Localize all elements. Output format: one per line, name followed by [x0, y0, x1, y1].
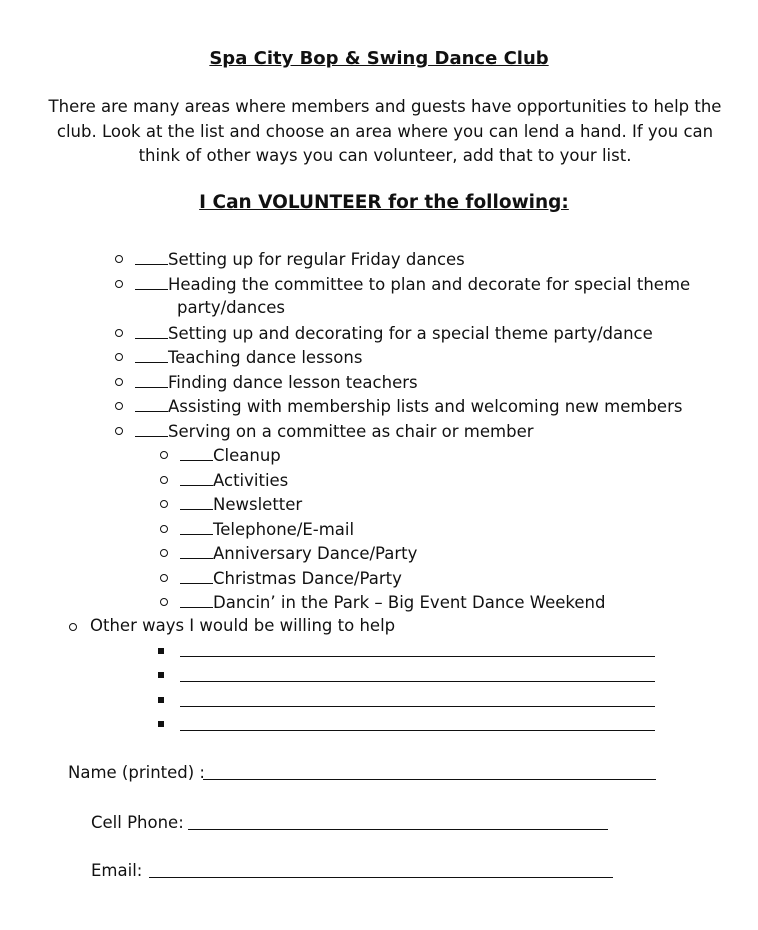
checkbox-blank[interactable]: [135, 248, 168, 265]
list-item: [135, 248, 465, 271]
list-item: [180, 518, 354, 541]
list-item: [135, 322, 653, 345]
item-label-continuation: party/dances: [177, 298, 286, 317]
item-label: Teaching dance lessons: [168, 348, 363, 367]
list-item: [135, 371, 418, 394]
circle-bullet-icon: [115, 255, 123, 263]
write-in-line[interactable]: [180, 656, 655, 657]
circle-bullet-icon: [115, 427, 123, 435]
list-item: [180, 542, 417, 565]
item-label: Serving on a committee as chair or member: [168, 422, 534, 441]
circle-bullet-icon: [160, 525, 168, 533]
committee-label: Christmas Dance/Party: [213, 569, 402, 588]
checkbox-blank[interactable]: [180, 493, 213, 510]
checkbox-blank[interactable]: [135, 395, 168, 412]
circle-bullet-icon: [115, 378, 123, 386]
committee-label: Anniversary Dance/Party: [213, 544, 418, 563]
document-title: Spa City Bop & Swing Dance Club: [209, 48, 549, 69]
intro-line: club. Look at the list and choose an area where you can lend a hand. If you can: [56, 121, 714, 141]
list-item: [135, 273, 690, 296]
checkbox-blank[interactable]: [135, 371, 168, 388]
item-label: Setting up for regular Friday dances: [168, 250, 465, 269]
item-label: Assisting with membership lists and welcoming new members: [168, 397, 683, 416]
intro-line: There are many areas where members and guests have opportunities to help the: [48, 97, 722, 116]
circle-bullet-icon: [115, 402, 123, 410]
circle-bullet-icon: [69, 623, 77, 631]
square-bullet-icon: [158, 672, 164, 678]
checkbox-blank[interactable]: [180, 469, 213, 486]
committee-label: Telephone/E-mail: [213, 520, 355, 539]
circle-bullet-icon: [160, 451, 168, 459]
circle-bullet-icon: [160, 574, 168, 582]
list-item: [135, 395, 682, 418]
list-item: [180, 567, 402, 590]
checkbox-blank[interactable]: [135, 346, 168, 363]
list-item: [135, 420, 534, 443]
checkbox-blank[interactable]: [180, 518, 213, 535]
name-label: Name (printed) :: [68, 763, 205, 782]
volunteer-heading: I Can VOLUNTEER for the following:: [199, 192, 569, 213]
item-label: Setting up and decorating for a special theme party/dance: [168, 324, 653, 343]
phone-field[interactable]: [188, 829, 608, 830]
write-in-line[interactable]: [180, 730, 655, 731]
circle-bullet-icon: [115, 353, 123, 361]
square-bullet-icon: [158, 648, 164, 654]
write-in-line[interactable]: [180, 681, 655, 682]
item-label: Finding dance lesson teachers: [168, 373, 418, 392]
committee-label: Cleanup: [213, 446, 281, 465]
committee-label: Activities: [213, 471, 289, 490]
name-field[interactable]: [203, 779, 656, 780]
list-item: [180, 493, 302, 516]
circle-bullet-icon: [160, 476, 168, 484]
list-item: [180, 444, 281, 467]
list-item: [180, 591, 605, 614]
circle-bullet-icon: [115, 280, 123, 288]
other-ways-label: Other ways I would be willing to help: [90, 616, 396, 635]
intro-paragraph: [40, 95, 730, 169]
checkbox-blank[interactable]: [135, 322, 168, 339]
list-item: [180, 469, 288, 492]
intro-line: think of other ways you can volunteer, add that to your list.: [138, 146, 632, 165]
checkbox-blank[interactable]: [180, 542, 213, 559]
square-bullet-icon: [158, 721, 164, 727]
checkbox-blank[interactable]: [135, 420, 168, 437]
write-in-line[interactable]: [180, 706, 655, 707]
circle-bullet-icon: [160, 598, 168, 606]
checkbox-blank[interactable]: [180, 591, 213, 608]
email-field[interactable]: [149, 877, 613, 878]
circle-bullet-icon: [160, 549, 168, 557]
item-label: Heading the committee to plan and decorate for special theme: [168, 275, 691, 294]
committee-label: Dancin’ in the Park – Big Event Dance Weekend: [213, 593, 606, 612]
list-item: [135, 346, 362, 369]
committee-label: Newsletter: [213, 495, 303, 514]
checkbox-blank[interactable]: [180, 444, 213, 461]
checkbox-blank[interactable]: [135, 273, 168, 290]
email-label: Email:: [91, 861, 143, 880]
square-bullet-icon: [158, 697, 164, 703]
circle-bullet-icon: [160, 500, 168, 508]
phone-label: Cell Phone:: [91, 813, 184, 832]
checkbox-blank[interactable]: [180, 567, 213, 584]
circle-bullet-icon: [115, 329, 123, 337]
